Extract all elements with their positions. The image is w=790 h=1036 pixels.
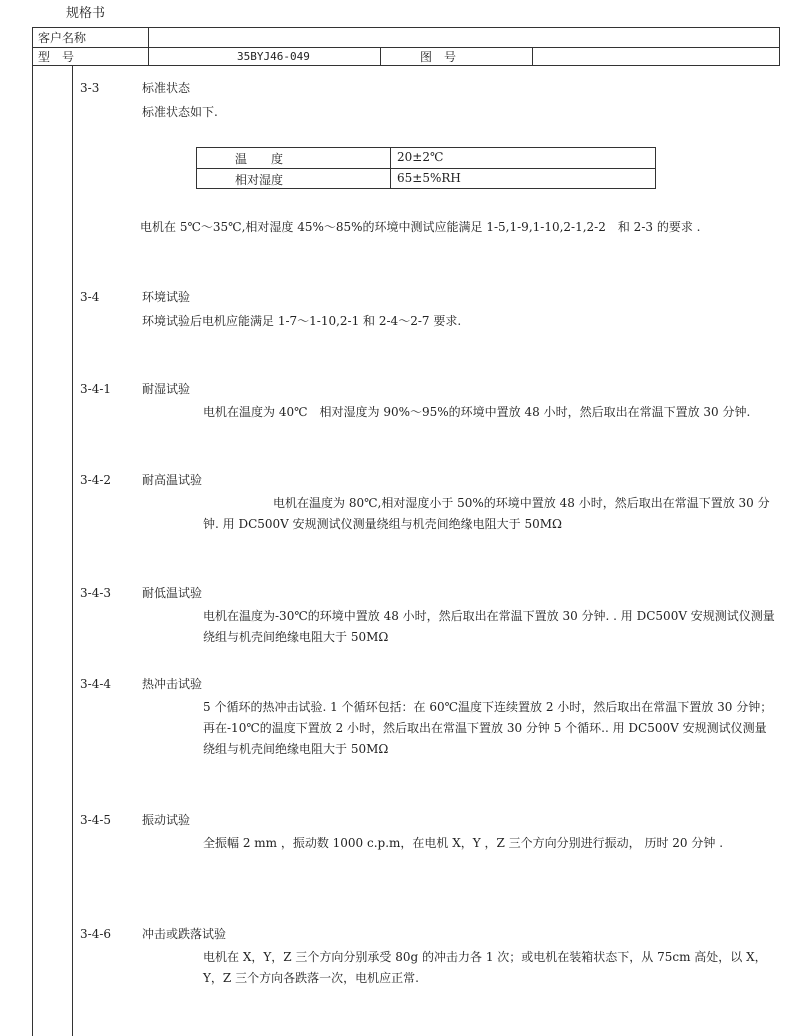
body-margin-line (72, 65, 73, 1036)
section-title-3-4-1: 耐湿试验 (142, 382, 191, 396)
section-text-3-4-2: 电机在温度为 80℃,相对湿度小于 50%的环境中置放 48 小时，然后取出在常温下置放 30 分钟. 用 DC500V 安规测试仪测量绕组与机壳间绝缘电阻大于 50MΩ (203, 496, 770, 531)
section-number-3-4: 3-4 (80, 290, 100, 304)
header-drawing-divider-left (380, 47, 381, 65)
model-label: 型 号 (38, 50, 75, 64)
header-drawing-divider-right (532, 47, 533, 65)
header-mid-border (32, 47, 780, 48)
section-number-3-4-4: 3-4-4 (80, 677, 112, 691)
section-note-3-3: 电机在 5℃～35℃,相对湿度 45%～85%的环境中测试应能满足 1-5,1-9,1-10,2-1,2-2 和 2-3 的要求 . (140, 220, 701, 234)
section-text-3-4: 环境试验后电机应能满足 1-7～1-10,2-1 和 2-4～2-7 要求. (142, 314, 462, 328)
section-title-3-3: 标准状态 (142, 81, 191, 95)
table-row (197, 148, 655, 168)
header-left-border (32, 27, 33, 65)
standard-conditions-table (196, 147, 656, 189)
table-cell-label: 相对湿度 (235, 173, 284, 187)
header-bottom-border (32, 65, 780, 66)
table-cell-value: 20±2℃ (397, 150, 444, 164)
table-cell-value: 65±5%RH (397, 171, 461, 185)
section-number-3-4-6: 3-4-6 (80, 927, 112, 941)
section-number-3-4-2: 3-4-2 (80, 473, 112, 487)
drawing-number-label: 图 号 (420, 50, 457, 64)
section-title-3-4: 环境试验 (142, 290, 191, 304)
section-title-3-4-3: 耐低温试验 (142, 586, 203, 600)
section-title-3-4-4: 热冲击试验 (142, 677, 203, 691)
section-text-3-4-1: 电机在温度为 40℃ 相对湿度为 90%～95%的环境中置放 48 小时，然后取出在常温下置放 30 分钟. (203, 405, 751, 419)
section-number-3-4-5: 3-4-5 (80, 813, 112, 827)
table-cell-label: 温 度 (235, 152, 284, 166)
document-title: 规格书 (66, 6, 106, 21)
header-label-divider (148, 27, 149, 65)
section-title-3-4-5: 振动试验 (142, 813, 191, 827)
section-number-3-4-1: 3-4-1 (80, 382, 112, 396)
section-title-3-4-6: 冲击或跌落试验 (142, 927, 227, 941)
section-number-3-4-3: 3-4-3 (80, 586, 112, 600)
table-row (197, 168, 655, 189)
customer-name-label: 客户名称 (38, 31, 87, 45)
section-text-3-4-4: 5 个循环的热冲击试验. 1 个循环包括：在 60℃温度下连续置放 2 小时，然后取出在常温下置放 30 分钟；再在-10℃的温度下置放 2 小时，然后取出在常温下置放 30 分钟 5 个循环.. 用 DC500V 安规测试仪测量绕组与机壳间绝缘电阻大于 50MΩ (203, 700, 773, 756)
header-top-border (32, 27, 780, 28)
header-right-border (779, 27, 780, 65)
section-text-3-4-3: 电机在温度为-30℃的环境中置放 48 小时，然后取出在常温下置放 30 分钟. . 用 DC500V 安规测试仪测量绕组与机壳间绝缘电阻大于 50MΩ (203, 609, 775, 644)
section-number-3-3: 3-3 (80, 81, 100, 95)
section-text-3-4-6: 电机在 X，Y，Z 三个方向分别承受 80g 的冲击力各 1 次；或电机在装箱状态下，从 75cm 高处，以 X，Y，Z 三个方向各跌落一次，电机应正常. (203, 950, 767, 985)
body-left-border (32, 65, 33, 1036)
model-value: 35BYJ46-049 (237, 50, 310, 63)
section-title-3-4-2: 耐高温试验 (142, 473, 203, 487)
section-text-3-4-5: 全振幅 2 mm ，振动数 1000 c.p.m，在电机 X，Y ，Z 三个方向分别进行振动， 历时 20 分钟 . (203, 836, 724, 850)
section-intro-3-3: 标准状态如下. (142, 105, 218, 119)
